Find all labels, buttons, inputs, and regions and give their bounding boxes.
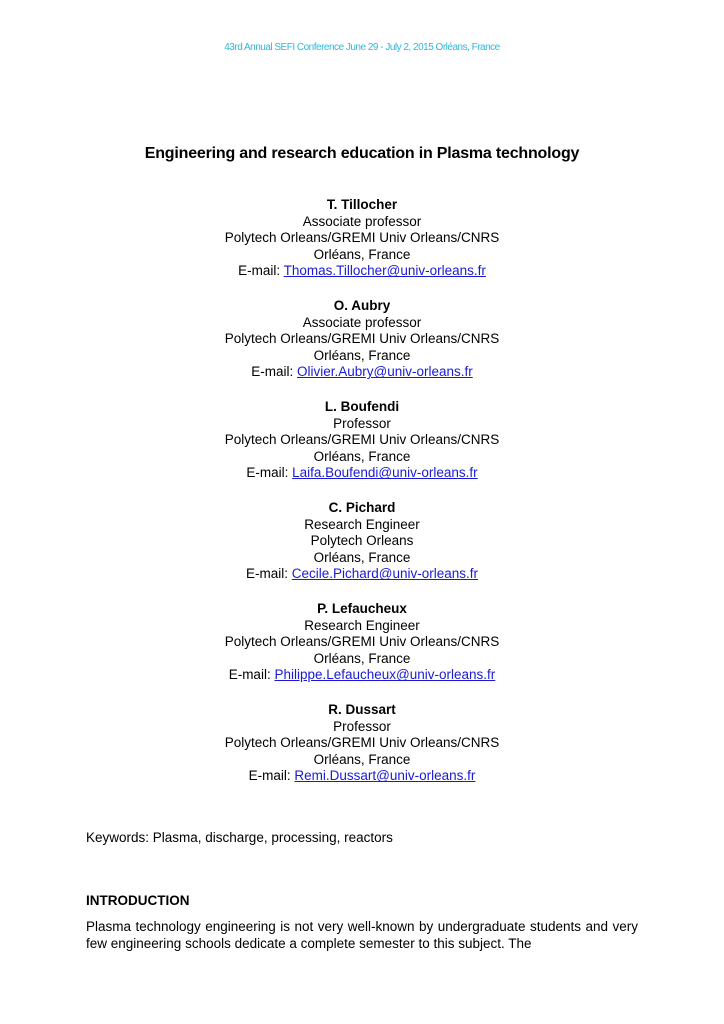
author-location: Orléans, France	[313, 448, 411, 464]
author-email-line	[0, 566, 724, 583]
author-email-line	[0, 364, 724, 381]
author-location: Orléans, France	[313, 246, 411, 262]
author-block	[0, 500, 724, 601]
author-role: Research Engineer	[304, 516, 420, 532]
email-label: E-mail:	[238, 263, 281, 279]
author-affiliation: Polytech Orleans/GREMI Univ Orleans/CNRS	[224, 735, 500, 751]
author-role: Professor	[333, 415, 391, 431]
author-name: R. Dussart	[328, 702, 396, 717]
author-affiliation: Polytech Orleans/GREMI Univ Orleans/CNRS	[224, 432, 500, 448]
author-location: Orléans, France	[313, 650, 411, 666]
author-affiliation: Polytech Orleans/GREMI Univ Orleans/CNRS	[224, 230, 500, 246]
introduction-heading: INTRODUCTION	[86, 893, 190, 908]
author-block	[0, 601, 724, 702]
author-name: C. Pichard	[328, 500, 396, 515]
email-label: E-mail:	[245, 566, 288, 582]
author-location: Orléans, France	[313, 549, 411, 565]
author-location: Orléans, France	[313, 347, 411, 363]
paper-title: Engineering and research education in Plasma technology	[144, 145, 580, 162]
email-link[interactable]: Cecile.Pichard@univ-orleans.fr	[291, 566, 479, 582]
author-block	[0, 197, 724, 298]
author-name: P. Lefaucheux	[317, 601, 407, 616]
email-link[interactable]: Laifa.Boufendi@univ-orleans.fr	[292, 465, 478, 481]
author-role: Associate professor	[302, 314, 422, 330]
conference-header: 43rd Annual SEFI Conference June 29 - July 2, 2015 Orléans, France	[224, 42, 500, 53]
author-name: O. Aubry	[333, 298, 391, 313]
author-affiliation: Polytech Orleans	[310, 533, 414, 549]
author-name: L. Boufendi	[324, 399, 400, 414]
author-role: Professor	[333, 718, 391, 734]
author-role: Research Engineer	[304, 617, 420, 633]
author-block	[0, 702, 724, 803]
author-email-line	[0, 465, 724, 482]
email-link[interactable]: Remi.Dussart@univ-orleans.fr	[294, 768, 476, 784]
author-role: Associate professor	[302, 213, 422, 229]
email-label: E-mail:	[251, 364, 294, 380]
author-location: Orléans, France	[313, 751, 411, 767]
introduction-paragraph: Plasma technology engineering is not very well-known by undergraduate students and very few engineering schools dedicate a complete semester to this subject. The	[86, 919, 638, 951]
author-affiliation: Polytech Orleans/GREMI Univ Orleans/CNRS	[224, 331, 500, 347]
email-label: E-mail:	[248, 768, 291, 784]
author-block	[0, 298, 724, 399]
email-label: E-mail:	[246, 465, 289, 481]
author-affiliation: Polytech Orleans/GREMI Univ Orleans/CNRS	[224, 634, 500, 650]
author-block	[0, 399, 724, 500]
author-name: T. Tillocher	[326, 197, 398, 212]
author-list	[0, 197, 724, 803]
email-label: E-mail:	[228, 667, 271, 683]
email-link[interactable]: Olivier.Aubry@univ-orleans.fr	[297, 364, 473, 380]
author-email-line	[0, 263, 724, 280]
author-email-line	[0, 768, 724, 785]
email-link[interactable]: Thomas.Tillocher@univ-orleans.fr	[283, 263, 486, 279]
keywords-line: Keywords: Plasma, discharge, processing, reactors	[86, 830, 393, 845]
author-email-line	[0, 667, 724, 684]
email-link[interactable]: Philippe.Lefaucheux@univ-orleans.fr	[274, 667, 496, 683]
